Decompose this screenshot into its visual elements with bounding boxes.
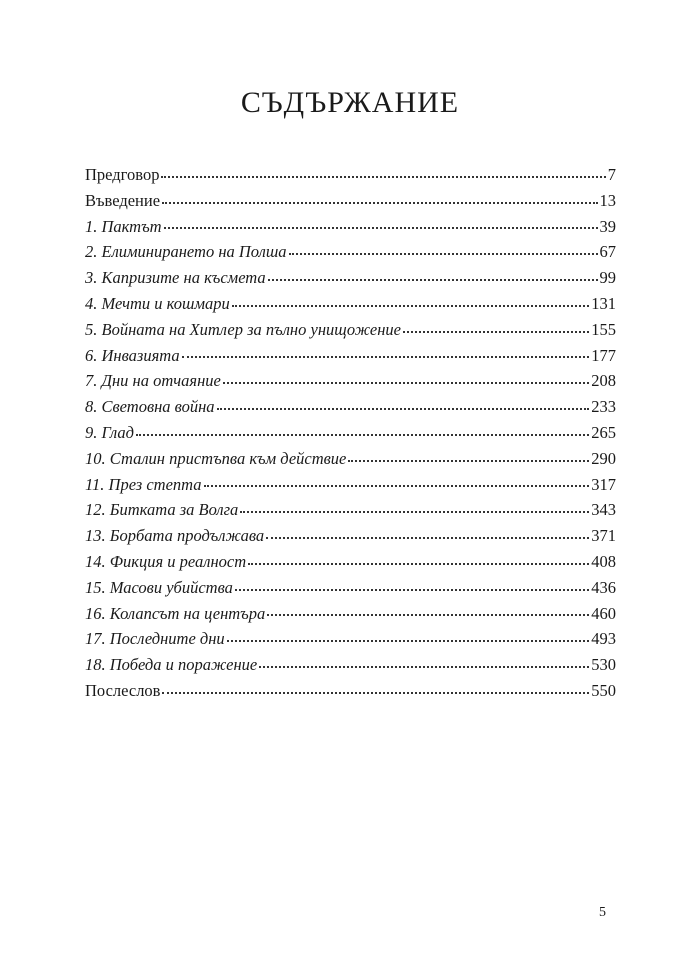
toc-entry-title: 16. Колапсът на центъра — [85, 603, 266, 623]
dot-leader — [240, 510, 589, 513]
toc-entry-title: 9. Глад — [85, 422, 135, 442]
toc-entry — [85, 368, 616, 394]
toc-entry-title: 5. Войната на Хитлер за пълно унищожение — [85, 319, 401, 339]
dot-leader — [164, 226, 598, 229]
dot-leader — [162, 691, 589, 694]
toc-entry-title: 4. Мечти и кошмари — [85, 293, 230, 313]
toc-entry — [85, 162, 616, 188]
toc-entry-page: 290 — [591, 448, 616, 468]
toc-entry-title: 1. Пактът — [85, 216, 162, 236]
dot-leader — [182, 355, 590, 358]
dot-leader — [161, 175, 605, 178]
toc-entry — [85, 317, 616, 343]
toc-entry — [85, 523, 616, 549]
toc-entry-title: 15. Масови убийства — [85, 577, 233, 597]
dot-leader — [403, 330, 589, 333]
toc-entry-title: Послеслов — [85, 680, 161, 700]
toc-entry — [85, 652, 616, 678]
toc-entry-title: 13. Борбата продължава — [85, 526, 265, 546]
toc-entry-page: 177 — [591, 345, 616, 365]
toc-entry-page: 13 — [599, 190, 616, 210]
toc-entry — [85, 446, 616, 472]
toc-entry-page: 67 — [599, 242, 616, 262]
dot-leader — [266, 536, 589, 539]
toc-entry — [85, 575, 616, 601]
toc-entry-page: 460 — [591, 603, 616, 623]
toc-entry-title: 2. Елиминирането на Полша — [85, 242, 287, 262]
toc-entry — [85, 601, 616, 627]
toc-entry — [85, 549, 616, 575]
toc-entry-title: 12. Битката за Волга — [85, 500, 239, 520]
dot-leader — [267, 613, 589, 616]
toc-entry-title: 3. Капризите на късмета — [85, 268, 266, 288]
toc-entry-page: 436 — [591, 577, 616, 597]
toc-entry-title: 17. Последните дни — [85, 629, 225, 649]
toc-entry-title: 8. Световна война — [85, 397, 215, 417]
toc-entry-page: 99 — [599, 268, 616, 288]
toc-entry-page: 343 — [591, 500, 616, 520]
toc-entry — [85, 626, 616, 652]
toc-entry-page: 233 — [591, 397, 616, 417]
toc-entry-page: 317 — [591, 474, 616, 494]
toc-entry-page: 493 — [591, 629, 616, 649]
dot-leader — [235, 588, 589, 591]
dot-leader — [289, 252, 598, 255]
toc-entry-title: 14. Фикция и реалност — [85, 551, 247, 571]
dot-leader — [217, 407, 590, 410]
toc-entry-title: 10. Сталин пристъпва към действие — [85, 448, 347, 468]
toc-entry-page: 550 — [591, 680, 616, 700]
toc-entry-title: 6. Инвазията — [85, 345, 180, 365]
toc-entry-title: 18. Победа и поражение — [85, 655, 258, 675]
toc-entry — [85, 497, 616, 523]
toc-entry-page: 408 — [591, 551, 616, 571]
toc-entry — [85, 678, 616, 704]
toc-entry-page: 131 — [591, 293, 616, 313]
dot-leader — [227, 639, 590, 642]
dot-leader — [248, 562, 589, 565]
toc-entry-page: 530 — [591, 655, 616, 675]
dot-leader — [223, 381, 589, 384]
toc-entry — [85, 265, 616, 291]
toc-entry — [85, 343, 616, 369]
toc-entry — [85, 239, 616, 265]
toc-entry-title: 7. Дни на отчаяние — [85, 371, 221, 391]
toc-entry — [85, 291, 616, 317]
dot-leader — [268, 278, 598, 281]
dot-leader — [136, 433, 589, 436]
table-of-contents — [85, 162, 616, 704]
toc-entry — [85, 472, 616, 498]
toc-entry — [85, 420, 616, 446]
toc-entry-title: 11. През степта — [85, 474, 202, 494]
toc-entry-page: 39 — [599, 216, 616, 236]
dot-leader — [162, 201, 597, 204]
toc-entry-page: 208 — [591, 371, 616, 391]
toc-entry-title: Предговор — [85, 165, 160, 184]
dot-leader — [232, 304, 590, 307]
toc-entry — [85, 214, 616, 240]
dot-leader — [204, 484, 590, 487]
toc-entry — [85, 394, 616, 420]
toc-entry-page: 371 — [591, 526, 616, 546]
dot-leader — [259, 665, 589, 668]
page-title: СЪДЪРЖАНИЕ — [240, 86, 460, 119]
toc-entry-page: 265 — [591, 422, 616, 442]
toc-entry-title: Въведение — [85, 190, 161, 210]
toc-entry — [85, 188, 616, 214]
toc-entry-page: 155 — [591, 319, 616, 339]
page-number: 5 — [599, 905, 606, 920]
toc-entry-page: 7 — [607, 165, 616, 184]
dot-leader — [348, 459, 589, 462]
